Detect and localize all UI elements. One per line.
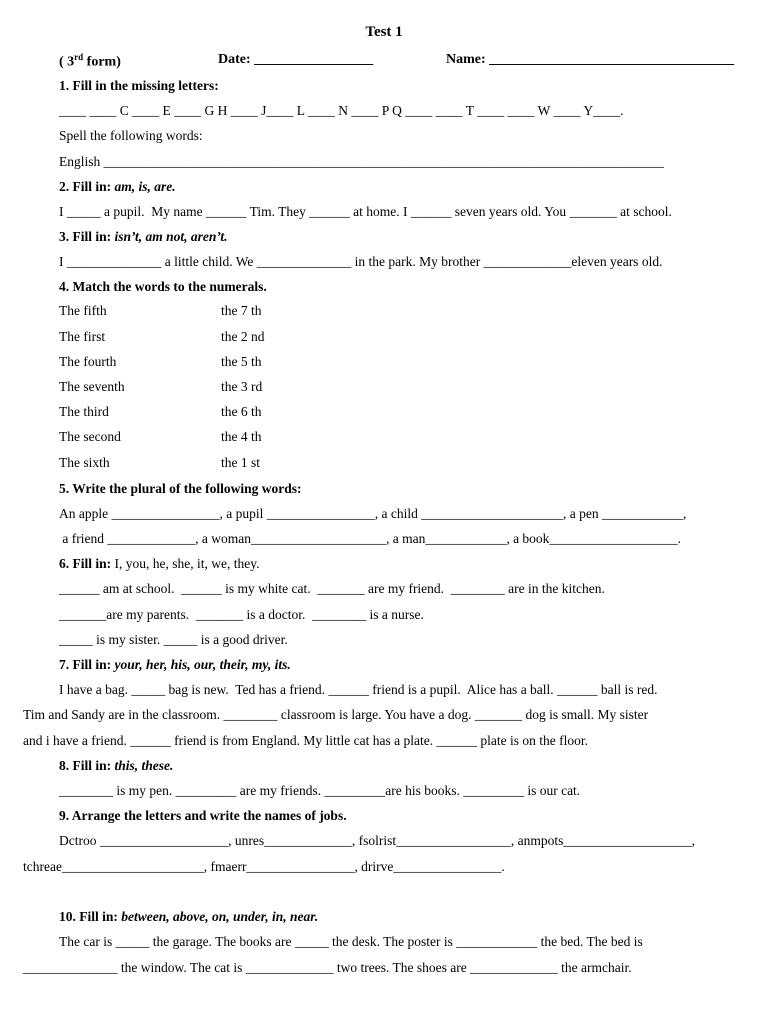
match-word: The fifth	[59, 303, 107, 318]
section-10-line-1: The car is _____ the garage. The books are _____ the desk. The poster is ____________ the bed. The bed is	[59, 934, 643, 949]
match-numeral: the 5 th	[221, 354, 262, 369]
section-9-line-1: Dctroo ___________________, unres_____________, fsolrist_________________, anmpots___________________,	[59, 833, 695, 848]
section-7-heading: 7. Fill in: your, her, his, our, their, my, its.	[59, 657, 291, 672]
match-numeral: the 1 st	[221, 455, 260, 470]
match-word: The second	[59, 429, 121, 444]
match-numeral: the 4 th	[221, 429, 262, 444]
match-numeral: the 3 rd	[221, 379, 263, 394]
name-field: Name: ___________________________________	[446, 52, 735, 67]
section-6-line-2: _______are my parents. _______ is a doctor. ________ is a nurse.	[59, 607, 424, 622]
match-numeral: the 2 nd	[221, 329, 265, 344]
section-10-line-2: ______________ the window. The cat is _____________ two trees. The shoes are _____________ the armchair.	[23, 960, 632, 975]
section-9-heading: 9. Arrange the letters and write the names of jobs.	[59, 808, 347, 823]
section-10-heading: 10. Fill in: between, above, on, under, in, near.	[59, 909, 319, 924]
section-6-line-3: _____ is my sister. _____ is a good driver.	[59, 632, 288, 647]
section-8-text: ________ is my pen. _________ are my friends. _________are his books. _________ is our cat.	[59, 783, 581, 798]
section-7-line-3: and i have a friend. ______ friend is from England. My little cat has a plate. ______ plate is on the floor.	[23, 733, 588, 748]
section-4-heading: 4. Match the words to the numerals.	[59, 279, 267, 294]
page-title: Test 1	[365, 24, 403, 40]
section-1-heading: 1. Fill in the missing letters:	[59, 78, 219, 93]
section-2-heading: 2. Fill in: am, is, are.	[59, 179, 176, 194]
section-5-line-1: An apple ________________, a pupil ________________, a child _____________________, a pen ____________,	[59, 506, 687, 521]
match-numeral: the 6 th	[221, 404, 262, 419]
section-5-line-2: a friend _____________, a woman____________________, a man____________, a book___________________.	[59, 531, 682, 546]
match-word: The fourth	[59, 354, 117, 369]
section-7-line-1: I have a bag. _____ bag is new. Ted has a friend. ______ friend is a pupil. Alice has a ball. ______ ball is red.	[59, 682, 658, 697]
section-1-spell: Spell the following words:	[59, 128, 203, 143]
section-3-text: I ______________ a little child. We ______________ in the park. My brother _____________eleven years old.	[59, 254, 663, 269]
section-9-line-2: tchreae_____________________, fmaerr________________, drirve________________.	[23, 859, 505, 874]
section-1-letters: ____ ____ C ____ E ____ G H ____ J____ L ____ N ____ P Q ____ ____ T ____ ____ W ____ Y____.	[59, 103, 624, 118]
match-word: The seventh	[59, 379, 125, 394]
match-word: The first	[59, 329, 106, 344]
match-numeral: the 7 th	[221, 303, 262, 318]
date-field: Date: _________________	[218, 52, 374, 67]
section-8-heading: 8. Fill in: this, these.	[59, 758, 174, 773]
section-6-heading: 6. Fill in: I, you, he, she, it, we, they.	[59, 556, 260, 571]
match-word: The third	[59, 404, 109, 419]
section-1-english: English ___________________________________________________________________________________	[59, 154, 664, 169]
section-5-heading: 5. Write the plural of the following words:	[59, 481, 302, 496]
match-word: The sixth	[59, 455, 110, 470]
form-label: ( 3rd form)	[59, 52, 121, 70]
section-2-text: I _____ a pupil. My name ______ Tim. They ______ at home. I ______ seven years old. You _______ at school.	[59, 204, 672, 219]
section-6-line-1: ______ am at school. ______ is my white cat. _______ are my friend. ________ are in the kitchen.	[59, 581, 605, 596]
section-3-heading: 3. Fill in: isn’t, am not, aren’t.	[59, 229, 228, 244]
section-7-line-2: Tim and Sandy are in the classroom. ________ classroom is large. You have a dog. _______ dog is small. My sister	[23, 707, 649, 722]
